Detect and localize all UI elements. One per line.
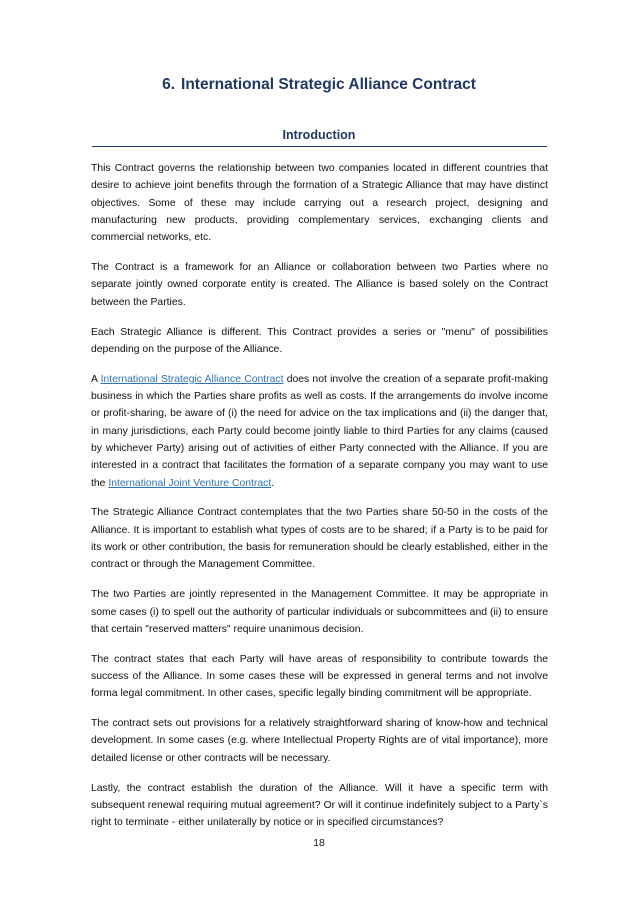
joint-venture-contract-link[interactable]: International Joint Venture Contract [108, 477, 272, 489]
paragraph-5: The Strategic Alliance Contract contemplates that the two Parties share 50-50 in the costs of the Alliance. It is important to establish what types of costs are to be shared; if a Party is to be paid for its work or other contribution, the basis for remuneration should be clearly established, either in the contract or through the Management Committee. [91, 507, 548, 571]
paragraph-6: The two Parties are jointly represented in the Management Committee. It may be appropriate in some cases (i) to spell out the authority of particular individuals or subcommittees and (ii) to ensure that certain "reserved matters" require unanimous decision. [91, 589, 548, 635]
paragraph-7: The contract states that each Party will have areas of responsibility to contribute towards the success of the Alliance. In some cases these will be expressed in general terms and not involve forma legal commitment. In other cases, specific legally binding commitment will be appropriate. [91, 653, 548, 700]
paragraph-4-body: does not involve the creation of a separate profit-making business in which the Parties share profits as well as costs. If the arrangements do involve income or profit-sharing, be aware of (i) the need for advice on the tax implications and (ii) the danger that, in many jurisdictions, each Party could become jointly liable to third Parties for any claims (caused by whichever Party) arising out of activities of either Party connected with the Alliance. If you are interested in a contract that facilitates the formation of a separate company you may want to use the [91, 373, 549, 489]
paragraph-3: Each Strategic Alliance is different. This Contract provides a series or "menu" of possibilities depending on the purpose of the Alliance. [91, 326, 548, 355]
body-text [91, 160, 548, 844]
paragraph-2: The Contract is a framework for an Alliance or collaboration between two Parties where no separate jointly owned corporate entity is created. The Alliance is based solely on the Contract between the Parties. [91, 262, 548, 308]
introduction-heading: Introduction [282, 128, 356, 142]
paragraph-4-prefix: A [91, 373, 101, 385]
paragraph-9: Lastly, the contract establish the duration of the Alliance. Will it have a specific term with subsequent renewal requiring mutual agreement? Or will it continue indefinitely subject to a Party`s right to terminate - either unilaterally by notice or in specified circumstances? [91, 782, 548, 829]
section-title: International Strategic Alliance Contract [181, 76, 476, 93]
paragraph-8: The contract sets out provisions for a relatively straightforward sharing of know-how and technical development. In some cases (e.g. where Intellectual Property Rights are of vital importance), more detailed license or other contracts will be necessary. [91, 718, 548, 764]
strategic-alliance-contract-link[interactable]: International Strategic Alliance Contract [100, 373, 284, 385]
paragraph-4 [91, 371, 548, 492]
section-number: 6. [162, 76, 176, 93]
heading-divider [92, 146, 547, 147]
paragraph-4-suffix: . [271, 477, 275, 489]
page-number: 18 [313, 838, 325, 849]
paragraph-1: This Contract governs the relationship between two companies located in different countries that desire to achieve joint benefits through the formation of a Strategic Alliance that may have distinct objectives. Some of these may include carrying out a research project, designing and manufacturing new products, providing complementary services, exchanging clients and commercial networks, etc. [91, 163, 548, 244]
page-title [0, 76, 638, 94]
